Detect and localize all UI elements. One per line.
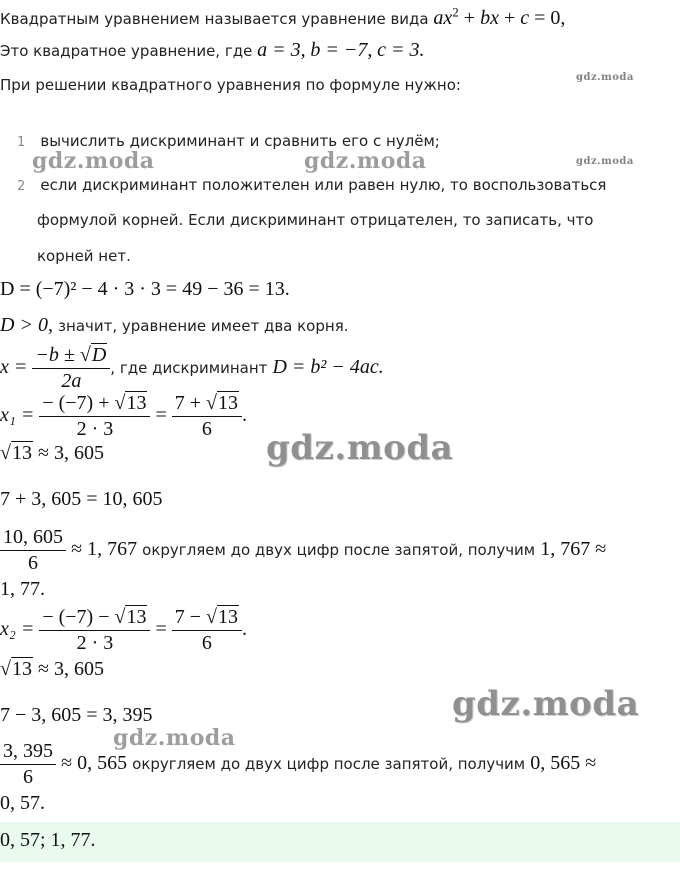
- coefficients-line: [0, 39, 425, 62]
- x1-label: x₁ =: [0, 404, 35, 427]
- round2-line: [0, 740, 596, 789]
- definition-formula: $ax^2$ + bx + c = 0: [433, 4, 561, 29]
- round1-text: округляем до двух цифр после запятой, получим: [142, 541, 536, 559]
- watermark: gdz.moda: [576, 72, 634, 83]
- watermark: gdz.moda: [113, 725, 236, 751]
- round2-value: ≈ 0, 565: [61, 752, 128, 774]
- definition-comma: ,: [560, 7, 566, 29]
- step-text-line2: формулой корней. Если дискриминант отрицателен, то записать, что: [37, 211, 594, 229]
- discriminant-compare: [0, 314, 348, 337]
- root-formula-text: , где дискриминант: [110, 359, 268, 378]
- definition-line: [0, 4, 566, 30]
- disc-compare-formula: D > 0,: [0, 314, 53, 336]
- watermark: gdz.moda: [304, 148, 427, 174]
- sqrt-approx-1: √13 ≈ 3, 605: [0, 442, 104, 464]
- method-lead: При решении квадратного уравнения по формуле нужно:: [0, 76, 461, 94]
- round2-result: 0, 565 ≈: [530, 752, 597, 774]
- watermark: gdz.moda: [266, 428, 454, 468]
- watermark: gdz.moda: [32, 148, 155, 174]
- round2-num: 3, 395: [0, 740, 56, 765]
- x2-label: x₂ =: [0, 618, 35, 641]
- round2-result-2: 0, 57.: [0, 792, 45, 814]
- round2-text: округляем до двух цифр после запятой, получим: [132, 755, 526, 773]
- sqrt-approx-2-value: ≈ 3, 605: [37, 658, 104, 680]
- round1-result-2: 1, 77.: [0, 578, 45, 600]
- disc-compare-text: значит, уравнение имеет два корня.: [58, 317, 349, 335]
- x2-line: x₂ = $\frac{- (-7) - √13}{2 \cdot 3}$ = $\frac{7 - √13}{6}$ .: [0, 606, 248, 654]
- discriminant-line: D = (−7)² − 4 · 3 · 3 = 49 − 36 = 13.: [0, 278, 290, 300]
- round1-num: 10, 605: [0, 526, 66, 551]
- x1-line: x₁ = $\frac{- (-7) + √13}{2 \cdot 3}$ = $\frac{7 + √13}{6}$ .: [0, 392, 248, 440]
- watermark: gdz.moda: [452, 684, 640, 724]
- sqrt-approx-1-value: ≈ 3, 605: [37, 442, 104, 464]
- sum-line: 7 + 3, 605 = 10, 605: [0, 488, 163, 510]
- list-item: [17, 175, 606, 194]
- round2-den: 6: [23, 766, 33, 788]
- step-number: 2: [17, 179, 26, 194]
- step-number: 1: [17, 135, 26, 150]
- step-text-line1: если дискриминант положителен или равен нулю, то воспользоваться: [40, 176, 607, 194]
- coef-text: Это квадратное уравнение, где: [0, 42, 253, 60]
- root-formula-line: [0, 344, 384, 393]
- answer-box: [0, 822, 680, 862]
- round1-result: 1, 767 ≈: [540, 538, 607, 560]
- coef-a: a = 3,: [257, 39, 306, 61]
- round1-fraction: [0, 526, 66, 575]
- coef-c: c = 3.: [377, 39, 425, 61]
- round2-fraction: [0, 740, 56, 789]
- round1-den: 6: [28, 552, 38, 574]
- round1-line: [0, 526, 606, 575]
- round1-value: ≈ 1, 767: [71, 538, 138, 560]
- definition-text: Квадратным уравнением называется уравнение вида: [0, 10, 429, 28]
- step-text: вычислить дискриминант и сравнить его с нулём;: [40, 132, 440, 150]
- diff-line: 7 − 3, 605 = 3, 395: [0, 704, 153, 726]
- step-text-line3: корней нет.: [37, 247, 131, 265]
- sqrt-approx-2: √13 ≈ 3, 605: [0, 658, 104, 680]
- coef-b: b = −7,: [310, 39, 373, 61]
- root-formula: x = $\frac{-b \pm √D}{2a}$: [0, 356, 110, 378]
- watermark: gdz.moda: [576, 156, 634, 167]
- answer-text: 0, 57; 1, 77.: [0, 829, 96, 851]
- root-formula-disc: D = b² − 4ac.: [272, 356, 384, 379]
